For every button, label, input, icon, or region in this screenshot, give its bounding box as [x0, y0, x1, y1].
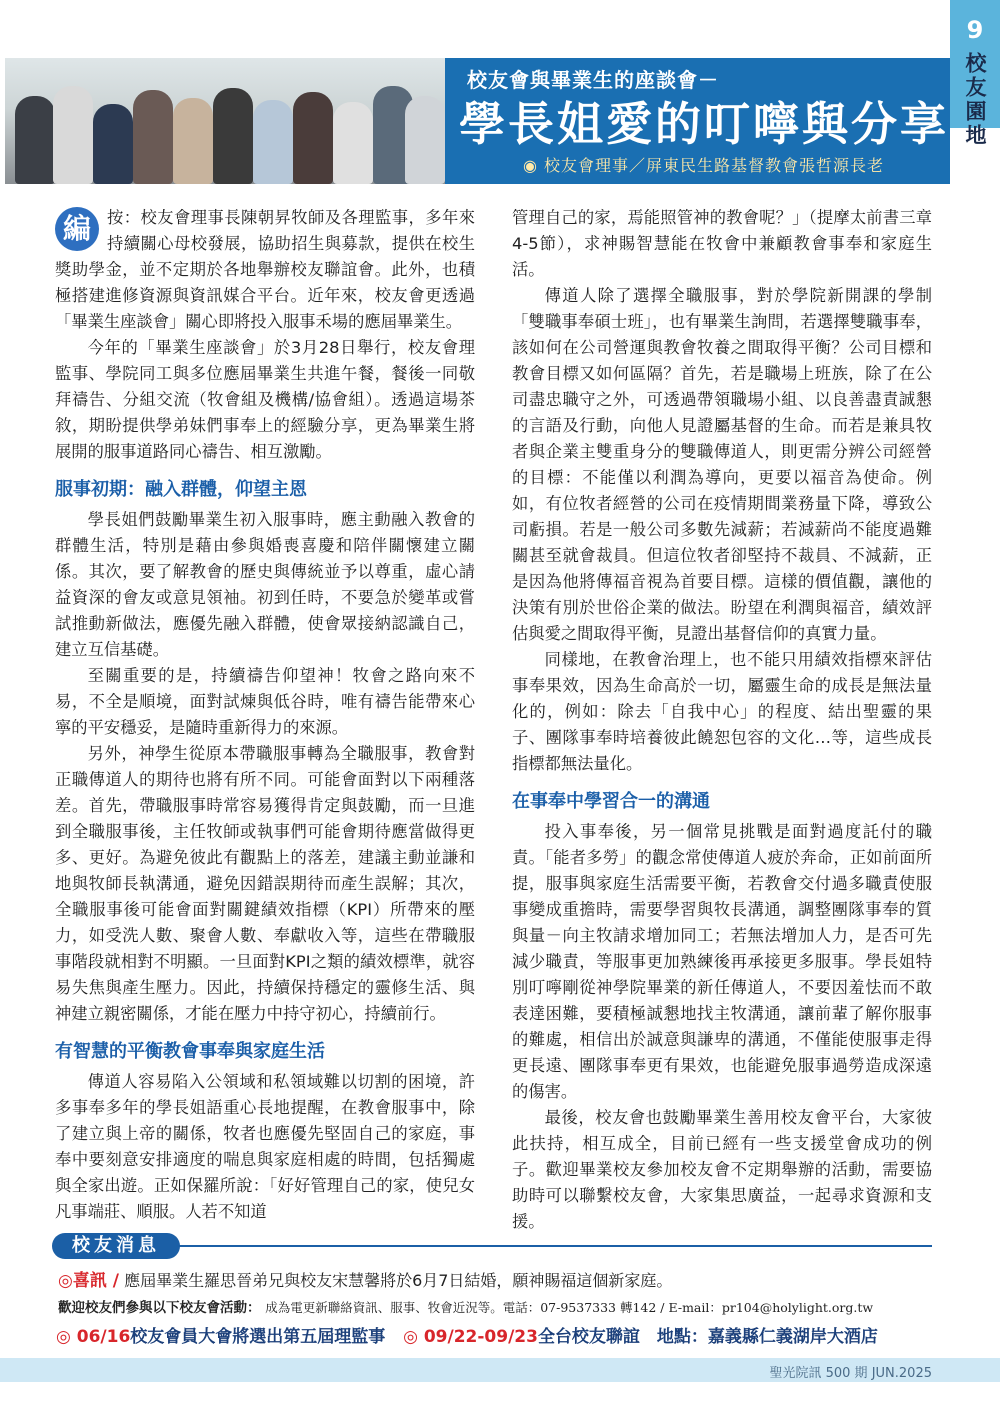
left-column	[55, 205, 475, 1225]
news-item-wedding	[58, 1266, 672, 1291]
page-number: 9	[966, 16, 984, 44]
right-column	[512, 205, 932, 1235]
event-bullet: ◎	[403, 1327, 418, 1347]
news-divider	[172, 1245, 932, 1247]
article-kicker: 校友會與畢業生的座談會－	[467, 68, 719, 92]
section-heading: 在事奉中學習合一的溝通	[512, 791, 710, 812]
editor-note	[55, 205, 475, 335]
event-bullet: ◎	[56, 1327, 71, 1347]
group-photo	[5, 58, 445, 184]
event-text: 校友會員大會將選出第五屆理監事	[130, 1327, 386, 1347]
news-item-events	[56, 1322, 878, 1347]
event-text: 全台校友聯誼 地點：嘉義縣仁義湖岸大酒店	[537, 1327, 878, 1347]
news-lead: 歡迎校友們參與以下校友會活動：	[58, 1300, 261, 1316]
side-tab	[950, 0, 1000, 148]
news-text: 應屆畢業生羅思晉弟兄與校友宋慧馨將於6月7日結婚，願神賜福這個新家庭。	[124, 1271, 673, 1290]
paragraph: 最後，校友會也鼓勵畢業生善用校友會平台，大家彼此扶持，相互成全，目前已經有一些支援堂會成功的例子。歡迎畢業校友參加校友會不定期舉辦的活動，需要協助時可以聯繫校友會，大家集思廣益，一起尋求資源和支援。	[512, 1108, 932, 1231]
paragraph: 同樣地，在教會治理上，也不能只用績效指標來評估事奉果效，因為生命高於一切，屬靈生命的成長是無法量化的，例如：除去「自我中心」的程度、結出聖靈的果子、團隊事奉時培養彼此饒恕包容的文化…等，這些成長指標都無法量化。	[512, 650, 932, 773]
news-label: 校友消息	[52, 1233, 180, 1259]
section-tab-label: 校友園地	[963, 52, 987, 148]
paragraph: 按：校友會理事長陳朝昇牧師及各理監事，多年來持續關心母校發展，協助招生與募款，提供在校生獎助學金，並不定期於各地舉辦校友聯誼會。此外，也積極搭建進修資源與資訊媒合平台。近年來，校友會更透過「畢業生座談會」關心即將投入服事禾場的應屆畢業生。	[55, 208, 475, 331]
news-tag: ◎喜訊 /	[58, 1271, 119, 1291]
footer-issue: 聖光院訊 500 期 JUN.2025	[769, 1366, 932, 1381]
paragraph: 學長姐們鼓勵畢業生初入服事時，應主動融入教會的群體生活，特別是藉由參與婚喪喜慶和陪伴關懷建立關係。其次，要了解教會的歷史與傳統並予以尊重，虛心請益資深的會友或意見領袖。初到任時，不要急於變革或嘗試推動新做法，應優先融入群體，使會眾接納認識自己，建立互信基礎。	[55, 510, 475, 659]
paragraph: 至關重要的是，持續禱告仰望神！牧會之路向來不易，不全是順境，面對試煉與低谷時，唯有禱告能帶來心寧的平安穩妥，是隨時重新得力的來源。	[55, 666, 475, 737]
paragraph: 傳道人容易陷入公領域和私領域難以切割的困境，許多事奉多年的學長姐語重心長地提醒，在教會服事中，除了建立與上帝的關係，牧者也應優先堅固自己的家庭，事奉中要刻意安排適度的喘息與家庭相處的時間，包括獨處與全家出遊。正如保羅所說：「好好管理自己的家，使兒女凡事端莊、順服。人若不知道	[55, 1072, 475, 1221]
paragraph: 傳道人除了選擇全職服事，對於學院新開課的學制「雙職事奉碩士班」，也有畢業生詢問，若選擇雙職事奉，該如何在公司營運與教會牧養之間取得平衡？公司目標和教會目標又如何區隔？首先，若是職場上班族，除了在公司盡忠職守之外，可透過帶領職場小組、以良善盡責誠懇的言語及行動，向他人見證屬基督的生命。而若是兼具牧者與企業主雙重身分的雙職傳道人，則更需分辨公司經營的目標：不能僅以利潤為導向，更要以福音為使命。例如，有位牧者經營的公司在疫情期間業務量下降，導致公司虧損。若是一般公司多數先減薪；若減薪尚不能度過難關甚至就會裁員。但這位牧者卻堅持不裁員、不減薪，正是因為他將傳福音視為首要目標。這樣的價值觀，讓他的決策有別於世俗企業的做法。盼望在利潤與福音，績效評估與愛之間取得平衡，見證出基督信仰的真實力量。	[512, 286, 932, 643]
title-band	[445, 58, 950, 184]
news-header	[52, 1233, 932, 1259]
page-footer	[0, 1358, 1000, 1382]
section-heading: 有智慧的平衡教會事奉與家庭生活	[55, 1041, 325, 1062]
article-title: 學長姐愛的叮嚀與分享	[459, 97, 949, 151]
event-date: 09/22-09/23	[423, 1327, 538, 1347]
news-item-activities	[58, 1296, 873, 1316]
news-detail: 成為電更新聯絡資訊、服事、牧會近況等。電話：07-9537333 轉142 / E-mail：pr104@holylight.org.tw	[265, 1300, 874, 1315]
event-date: 06/16	[76, 1327, 131, 1347]
article-header	[0, 58, 950, 184]
editor-badge: 編	[55, 207, 99, 251]
paragraph: 投入事奉後，另一個常見挑戰是面對過度託付的職責。「能者多勞」的觀念常使傳道人疲於奔命，正如前面所提，服事與家庭生活需要平衡，若教會交付過多職責使服事變成重擔時，需要學習與牧長溝通，調整團隊事奉的質與量－向主牧請求增加同工；若無法增加人力，是否可先減少職責，等服事更加熟練後再承接更多服事。學長姐特別叮嚀剛從神學院畢業的新任傳道人，不要因羞怯而不敢表達困難，要積極誠懇地找主牧溝通，讓前輩了解你服事的難處，相信出於誠意與謙卑的溝通，不僅能使服事走得更長遠、團隊事奉更有果效，也能避免服事過勞造成深遠的傷害。	[512, 822, 932, 1101]
article-byline: ◉ 校友會理事／屏東民生路基督教會張哲源長老	[523, 156, 885, 175]
section-heading: 服事初期：融入群體，仰望主恩	[55, 479, 307, 500]
paragraph: 今年的「畢業生座談會」於3月28日舉行，校友會理監事、學院同工與多位應屆畢業生共進午餐，餐後一同敬拜禱告、分組交流（牧會組及機構/協會組）。透過這場茶敘，期盼提供學弟妹們事奉上的經驗分享，更為畢業生將展開的服事道路同心禱告、相互激勵。	[55, 338, 475, 461]
paragraph: 管理自己的家，焉能照管神的教會呢？」（提摩太前書三章4-5節），求神賜智慧能在牧會中兼顧教會事奉和家庭生活。	[512, 208, 932, 279]
paragraph: 另外，神學生從原本帶職服事轉為全職服事，教會對正職傳道人的期待也將有所不同。可能會面對以下兩種落差。首先，帶職服事時常容易獲得肯定與鼓勵，而一旦進到全職服事後，主任牧師或執事們可能會期待應當做得更多、更好。為避免彼此有觀點上的落差，建議主動並謙和地與牧師長執溝通，避免因錯誤期待而產生誤解；其次，全職服事後可能會面對關鍵績效指標（KPI）所帶來的壓力，如受洗人數、聚會人數、奉獻收入等，這些在帶職服事階段就相對不明顯。一旦面對KPI之類的績效標準，就容易失焦與產生壓力。因此，持續保持穩定的靈修生活、與神建立親密關係，才能在壓力中持守初心，持續前行。	[55, 744, 475, 1023]
